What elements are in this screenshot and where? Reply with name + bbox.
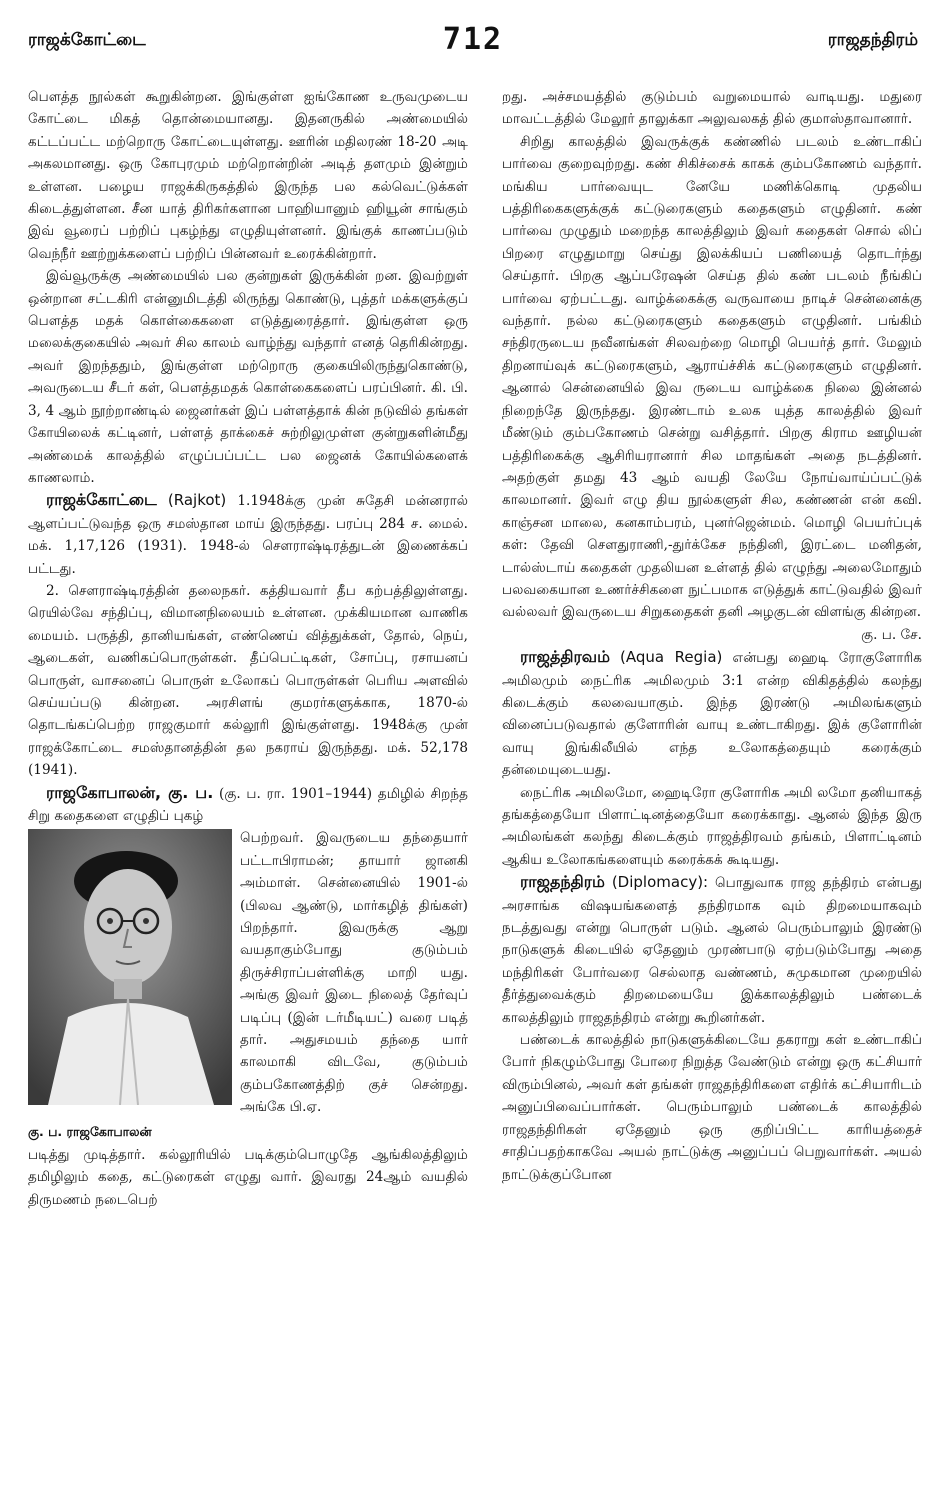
entry-title: ராஜகோபாலன், கு. ப. (46, 782, 214, 802)
entry-text: 1.1948க்கு முன் சுதேசி மன்னரால் ஆளப்பட்டுவந்த ஒரு சமஸ்தான மாய் இருந்தது. பரப்பு 284 ச. மைல். மக். 1,17,126 (1931). 1948-ல் சௌராஷ்டிரத்துடன் இணைக்கப் பட்டது. (28, 493, 469, 577)
running-head-right: ராஜதந்திரம் (827, 30, 918, 50)
paragraph: இவ்வூருக்கு அண்மையில் பல குன்றுகள் இருக்கின் றன. இவற்றுள் ஒன்றான சட்டகிரி என்னுமிடத்தி லிருந்து கொண்டு, புத்தர் மக்களுக்குப் பௌத்த மதக் கொள்கைகளை எடுத்துரைத்தார். இங்குள்ள ஒரு மலைக்குகையில் அவர் சில காலம் வாழ்ந்து வந்தார் எனத் தெரிகின்றது. அவர் இறந்ததும், இங்குள்ள மற்றொரு குகையிலிருந்துகொண்டு, அவருடைய சீடர் கள், பௌத்தமதக் கொள்கைகளைப் பரப்பினர். கி. பி. 3, 4 ஆம் நூற்றாண்டில் ஜைனர்கள் இப் பள்ளத்தாக் கின் நடுவில் தங்கள் கோயிலைக் கட்டினர், பள்ளத் தாக்கைச் சுற்றிலுமுள்ள குன்றுகளின்மீது அண்மைக் காலத்தில் எழுப்பப்பட்ட பல ஜைனக் கோயில்களைக் காணலாம். (28, 268, 468, 486)
entry-english-name: (Aqua Regia) (620, 648, 723, 667)
left-column (28, 86, 468, 1211)
entry-title: ராஜத்திரவம் (520, 647, 610, 667)
portrait-illustration (28, 829, 232, 1105)
entry-aqua-regia (502, 646, 922, 781)
paragraph: பெற்றவர். இவருடைய தந்தையார் பட்டாபிராமன்; தாயார் ஜானகி அம்மாள். சென்னையில் 1901-ல் (பிலவ ஆண்டு, மார்கழித் திங்கள்) பிறந்தார். இவருக்கு ஆறு வயதாகும்போது குடும்பம் திருச்சிராப்பள்ளிக்கு மாறி யது. அங்கு இவர் இடை நிலைத் தேர்வுப் படிப்பு (இன் டர்மீடியட்) வரை படித் தார். அதுசமயம் தந்தை யார் காலமாகி விடவே, குடும்பம் கும்பகோணத்திற் குச் சென்றது. அங்கே பி.ஏ. (240, 830, 468, 1116)
entry-text: என்பது ஹைடி ரோகுளோரிக அமிலமும் நைட்ரிக அமிலமும் 3:1 என்ற விகிதத்தில் கலந்து கிடைக்கும் கலவையாகும். இந்த இரண்டு அமிலங்களும் வினைப்படுவதால் குளோரின் வாயு உண்டாகிறது. இக் குளோரின் வாயு இங்கிலீயில் எந்த உலோகத்தையும் கரைக்கும் தன்மையுடையது. (502, 650, 922, 779)
entry-diplomacy (502, 871, 922, 1029)
portrait-photo (28, 829, 232, 1105)
entry-english-name: (Rajkot) (167, 491, 227, 510)
entry-title: ராஜதந்திரம் (520, 872, 605, 892)
paragraph: 2. சௌராஷ்டிரத்தின் தலைநகர். கத்தியவார் தீப கற்பத்திலுள்ளது. ரெயில்வே சந்திப்பு, விமானநிலையம் உள்ளன. முக்கியமான வாணிக மையம். பருத்தி, தானியங்கள், எண்ணெய் வித்துக்கள், தோல், நெய், ஆடைகள், வணிகப்பொருள்கள். தீப்பெட்டிகள், சோப்பு, ரசாயனப் பொருள், வாசனைப் பொருள் உலோகப் பொருள்கள் பெரிய அளவில் செய்யப்படு கின்றன. அரசிளங் குமரர்களுக்காக, 1870-ல் தொடங்கப்பெற்ற ராஜகுமார் கல்லூரி இங்குள்ளது. 1948க்கு முன் ராஜக்கோட்டை சமஸ்தானத்தின் தல நகராய் இருந்தது. மக். 52,178 (1941). (28, 582, 468, 779)
entry-rajagopalan (28, 782, 468, 828)
right-column (502, 86, 922, 1186)
entry-title: ராஜக்கோட்டை (46, 490, 157, 510)
page-header (28, 22, 918, 62)
entry-text: (கு. ப. ரா. 1901–1944) தமிழில் சிறந்த சிறு கதைகளை எழுதிப் புகழ் (28, 785, 468, 824)
paragraph: றது. அச்சமயத்தில் குடும்பம் வறுமையால் வாடியது. மதுரை மாவட்டத்தில் மேலூர் தாலுக்கா அலுவலகத் தில் குமாஸ்தாவானார். (502, 89, 922, 128)
paragraph: நைட்ரிக அமிலமோ, ஹைடிரோ குளோரிக அமி லமோ தனியாகத் தங்கத்தையோ பிளாட்டினத்தையோ கரைக்காது. ஆனல் இந்த இரு அமிலங்கள் கலந்து கிடைக்கும் ராஜத்திரவம் தங்கம், பிளாட்டினம் ஆகிய உலோகங்களையும் கரைக்கக் கூடியது. (502, 784, 922, 868)
page-number: 712 (442, 22, 504, 57)
paragraph: படித்து முடித்தார். கல்லூரியில் படிக்கும்பொழுதே ஆங்கிலத்திலும் தமிழிலும் கதை, கட்டுரைகள் எழுது வார். இவரது 24ஆம் வயதில் திருமணம் நடைபெற் (28, 1146, 468, 1208)
portrait-figure (28, 829, 232, 1143)
entry-rajkot (28, 489, 468, 580)
photo-caption: கு. ப. ராஜகோபாலன் (28, 1124, 152, 1140)
author-signature: கு. ப. சே. (861, 626, 922, 643)
entry-english-name: (Diplomacy): (611, 873, 709, 892)
paragraph: சிறிது காலத்தில் இவருக்குக் கண்ணில் படலம் உண்டாகிப் பார்வை குறைவுற்றது. கண் சிகிச்சைக் காகக் கும்பகோணம் வந்தார். மங்கிய பார்வையுட னேயே மணிக்கொடி முதலிய பத்திரிகைகளுக்குக் கட்டுரைகளும் கதைகளும் எழுதினர். கண் பார்வை முழுதும் மறைந்த காலத்திலும் இவர் கதைகள் சொல் லிப் பிறரை எழுதுமாறு செய்து இலக்கியப் பணியைத் தொடர்ந்து செய்தார். பிறகு ஆப்பரேஷன் செய்த தில் கண் படலம் நீங்கிப் பார்வை ஏற்பட்டது. வாழ்க்கைக்கு வருவாயை நாடிச் சென்னைக்கு வந்தார். நல்ல கட்டுரைகளும் கதைகளும் எழுதினர். பங்கிம் சந்திரருடைய நவீனங்கள் சிலவற்றை மொழி பெயர்த் தார். மேலும் திறனாய்வுக் கட்டுரைகளும், ஆராய்ச்சிக் கட்டுரைகளும் எழுதினர். ஆனால் சென்னையில் இவ ருடைய வாழ்க்கை நிலை இன்னல் நிறைந்தே இருந்தது. இரண்டாம் உலக யுத்த காலத்தில் இவர் மீண்டும் கும்பகோணம் சென்று வசித்தார். பிறகு கிராம ஊழியன் பத்திரிகைக்கு ஆசிரியரானார் சில மாதங்கள் அதை நடத்தினர். அதற்குள் தமது 43 ஆம் வயதி லேயே நோய்வாய்ப்பட்டுக் காலமானர். இவர் எழு திய நூல்களுள் சில, கண்ணன் என் கவி. காஞ்சன மாலை, கனகாம்பரம், புனர்ஜென்மம். மொழி பெயர்ப்புக் கள்: தேவி சௌதுராணி,-துர்க்கேச நந்தினி, இரட்டை மனிதன், டால்ஸ்டாய் கதைகள் முதலியன உள்ளத் தில் எழுந்து அலைமோதும் பலவகையான உணர்ச்சிகளை நுட்பமாக எடுத்துக் காட்டுவதில் இவர் வல்லவர் இவருடைய சிறுகதைகள் தனி அழகுடன் விளங்கு கின்றன. (502, 133, 922, 621)
paragraph: பண்டைக் காலத்தில் நாடுகளுக்கிடையே தகராறு கள் உண்டாகிப் போர் நிகழும்போது போரை நிறுத்த வேண்டும் என்று ஒரு கட்சியார் விரும்பினல், அவர் கள் தங்கள் ராஜதந்திரிகளை எதிர்க் கட்சியாரிடம் அனுப்பிவைப்பார்கள். பெரும்பாலும் பண்டைக் காலத்தில் ராஜதந்திரிகள் ஏதேனும் ஒரு குறிப்பிட்ட காரியத்தைச் சாதிப்பதற்காகவே அயல் நாட்டுக்கு அனுப்பப் பெறுவார்கள். அயல் நாட்டுக்குப்போன (502, 1032, 922, 1183)
paragraph: பௌத்த நூல்கள் கூறுகின்றன. இங்குள்ள ஐங்கோண உருவமுடைய கோட்டை மிகத் தொன்மையானது. இதனருகில் அண்மையில் கட்டப்பட்ட மற்றொரு கோட்டையுள்ளது. ஊரின் மதிலரண் 18-20 அடி அகலமானது. ஒரு கோபுரமும் மற்றொன்றின் அடித் தளமும் இன்றும் உள்ளன. பழைய ராஜக்கிருகத்தில் இருந்த பல கல்வெட்டுக்கள் கிடைத்துள்ளன. சீன யாத் திரிகர்களான பாஹியானும் ஹியூன் சாங்கும் இவ் வூரைப் பற்றிப் புகழ்ந்து எழுதியுள்ளனர். இங்குக் காணப்படும் வெந்நீர் ஊற்றுக்களைப் பற்றிப் பின்னவர் உரைக்கின்றார். (28, 89, 468, 262)
entry-text: பொதுவாக ராஜ தந்திரம் என்பது அரசாங்க விஷயங்களைத் தந்திரமாக வும் திறமையாகவும் நடத்துவது என்று பொருள் படும். ஆனல் பெரும்பாலும் இரண்டு நாடுகளுக் கிடையில் ஏதேனும் முரண்பாடு ஏற்படும்போது அதை மந்திரிகள் போர்வரை செல்லாத வண்ணம், சுமுகமான முறையில் தீர்த்துவைக்கும் திறமையையே இக்காலத்திலும் பண்டைக் காலத்திலும் ராஜதந்திரம் என்று கூறினர்கள். (502, 875, 922, 1026)
running-head-left: ராஜக்கோட்டை (28, 30, 146, 50)
